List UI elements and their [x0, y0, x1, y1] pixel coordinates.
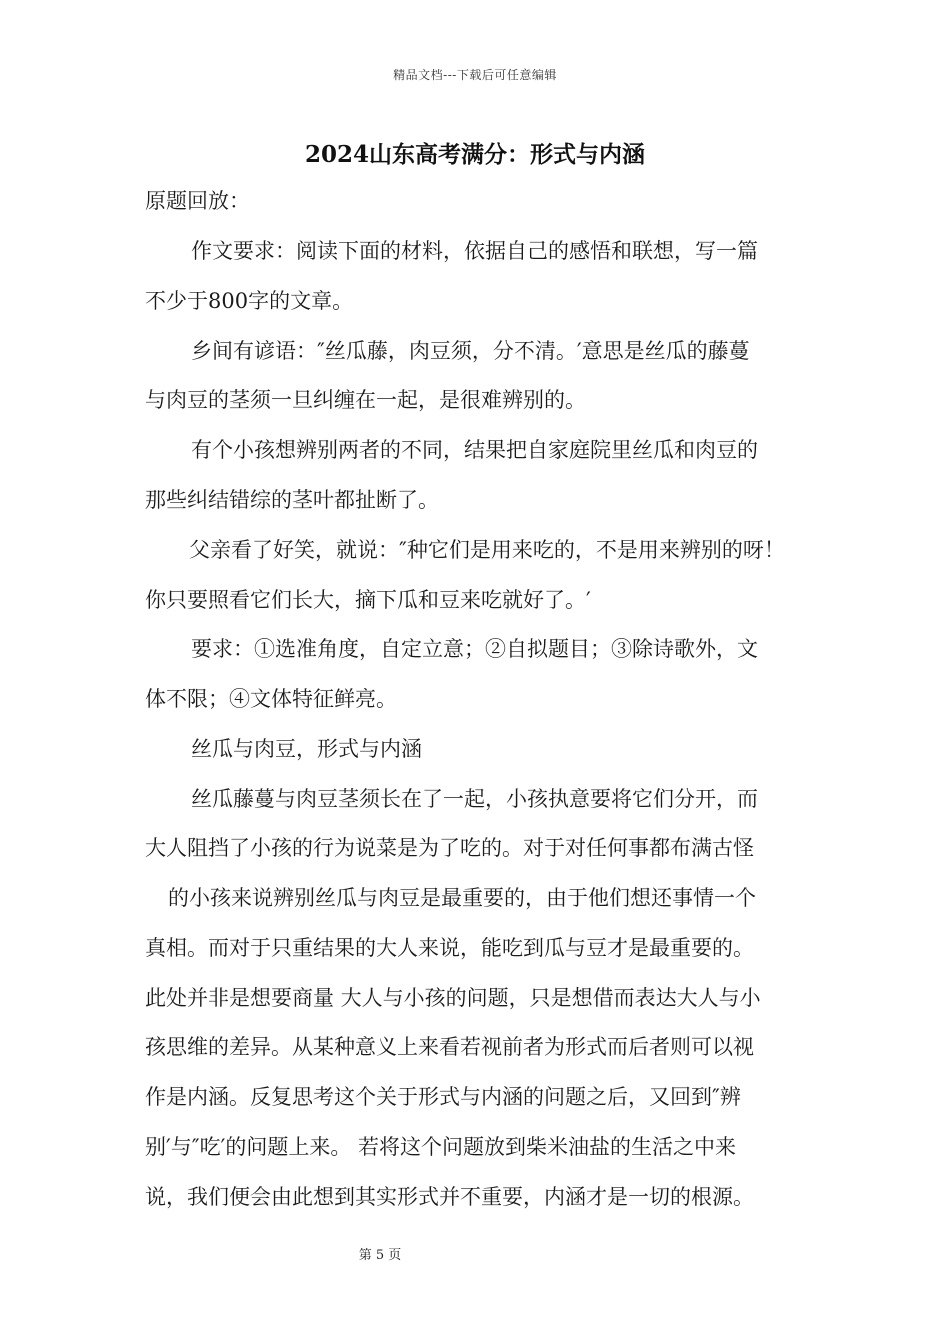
text-line-5: 有个小孩想辨别两者的不同，结果把自家庭院里丝瓜和肉豆的 — [191, 438, 758, 462]
page-number: 第 5 页 — [358, 1248, 402, 1263]
text-line-2: 不少于800字的文章。 — [145, 289, 354, 313]
text-line-7: 父亲看了好笑，就说：″种它们是用来吃的，不是用来辨别的呀！ — [189, 538, 785, 562]
text-line-0: 原题回放： — [145, 189, 250, 213]
text-line-16: 此处并非是想要商量 大人与小孩的问题，只是想借而表达大人与小 — [145, 986, 761, 1010]
text-line-18: 作是内涵。反复思考这个关于形式与内涵的问题之后，又回到″辨 — [145, 1085, 741, 1109]
text-line-6: 那些纠结错综的茎叶都扯断了。 — [145, 488, 439, 512]
document-header: 精品文档---下载后可任意编辑 — [393, 68, 557, 82]
text-line-17: 孩思维的差异。从某种意义上来看若视前者为形式而后者则可以视 — [145, 1035, 754, 1059]
text-line-12: 丝瓜藤蔓与肉豆茎须长在了一起，小孩执意要将它们分开，而 — [191, 787, 758, 811]
text-line-9: 要求：①选准角度，自定立意；②自拟题目；③除诗歌外，文 — [191, 637, 758, 661]
essay-title-line: 丝瓜与肉豆，形式与内涵 — [191, 737, 422, 761]
text-line-8: 你只要照看它们长大，摘下瓜和豆来吃就好了。′ — [145, 588, 591, 612]
text-line-3: 乡间有谚语：″丝瓜藤，肉豆须，分不清。′意思是丝瓜的藤蔓 — [191, 339, 750, 363]
text-line-4: 与肉豆的茎须一旦纠缠在一起，是很难辨别的。 — [145, 388, 586, 412]
text-line-14: 的小孩来说辨别丝瓜与肉豆是最重要的，由于他们想还事情一个 — [168, 886, 756, 910]
text-line-1: 作文要求：阅读下面的材料，依据自己的感悟和联想，写一篇 — [191, 239, 758, 263]
text-line-20: 说，我们便会由此想到其实形式并不重要，内涵才是一切的根源。 — [145, 1185, 754, 1209]
text-line-15: 真相。而对于只重结果的大人来说，能吃到瓜与豆才是最重要的。 — [145, 936, 754, 960]
text-line-10: 体不限；④文体特征鲜亮。 — [145, 687, 397, 711]
document-title: 2024山东高考满分：形式与内涵 — [304, 141, 645, 168]
text-line-13: 大人阻挡了小孩的行为说菜是为了吃的。对于对任何事都布满古怪 — [145, 836, 754, 860]
text-line-19: 别′与″吃′的问题上来。 若将这个问题放到柴米油盐的生活之中来 — [145, 1135, 737, 1159]
